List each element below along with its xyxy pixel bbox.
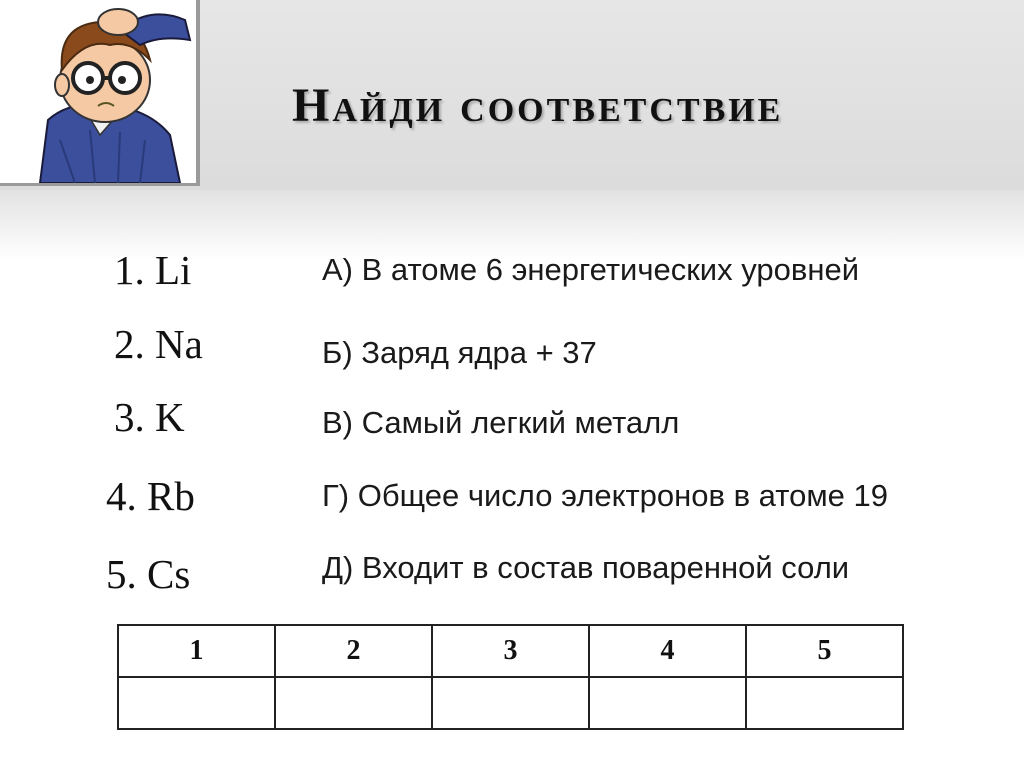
element-na: 2. Na [114, 321, 203, 367]
answer-cell[interactable] [432, 677, 589, 729]
answer-cell[interactable] [746, 677, 903, 729]
element-rb: 4. Rb [106, 473, 195, 519]
answer-table [117, 624, 904, 730]
answer-cell[interactable] [275, 677, 432, 729]
answer-cell[interactable] [589, 677, 746, 729]
description-d: Д) Входит в состав поваренной соли [322, 550, 850, 585]
element-cs: 5. Cs [106, 551, 191, 597]
description-a: А) В атоме 6 энергетических уровней [322, 252, 860, 287]
answer-table-answer-row [118, 677, 903, 729]
puzzled-boy-illustration [0, 0, 200, 186]
answer-header-cell: 2 [275, 625, 432, 677]
answer-header-cell: 3 [432, 625, 589, 677]
answer-header-cell: 1 [118, 625, 275, 677]
description-v: В) Самый легкий металл [322, 405, 680, 440]
answer-header-cell: 5 [746, 625, 903, 677]
answer-table-header-row [118, 625, 903, 677]
answer-header-cell: 4 [589, 625, 746, 677]
answer-cell[interactable] [118, 677, 275, 729]
page-title: Найди соответствие [292, 79, 784, 132]
description-g: Г) Общее число электронов в атоме 19 [322, 478, 888, 513]
element-k: 3. K [114, 394, 185, 440]
element-li: 1. Li [114, 247, 192, 293]
description-b: Б) Заряд ядра + 37 [322, 335, 597, 370]
